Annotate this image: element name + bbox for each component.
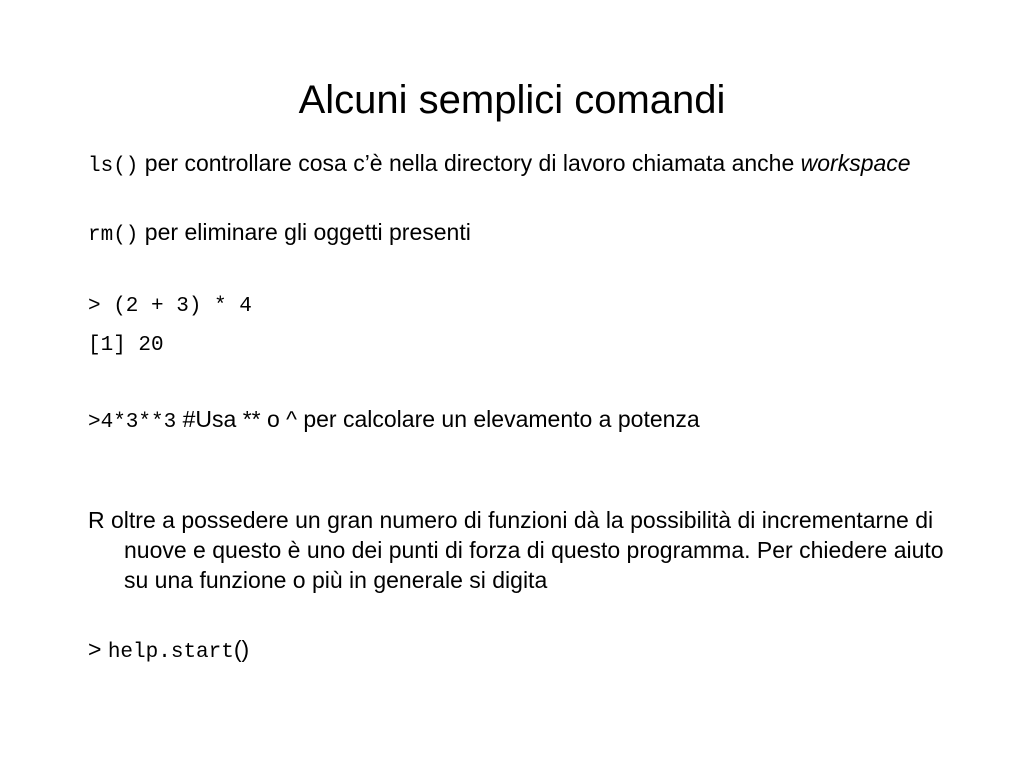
help-prompt: > xyxy=(88,636,108,662)
power-comment: #Usa ** o ^ per calcolare un elevamento a potenza xyxy=(176,406,700,432)
ls-description: per controllare cosa c’è nella directory di lavoro chiamata anche xyxy=(138,150,801,176)
help-parens: () xyxy=(233,636,250,662)
help-code: help.start xyxy=(107,641,234,664)
rm-code: rm() xyxy=(88,224,139,247)
ls-command-line xyxy=(88,148,974,182)
code-example-input: > (2 + 3) * 4 xyxy=(88,295,252,318)
rm-command-line xyxy=(88,217,974,251)
rm-description: per eliminare gli oggetti presenti xyxy=(138,219,471,245)
code-example-output: [1] 20 xyxy=(88,334,164,357)
ls-code: ls() xyxy=(88,155,139,178)
help-paragraph: R oltre a possedere un gran numero di funzioni dà la possibilità di incrementarne di nuove e questo è uno dei punti di forza di questo programma. Per chiedere aiuto su una funzione o più in generale si digita xyxy=(88,507,944,593)
power-command-line xyxy=(88,404,974,438)
slide-title: Alcuni semplici comandi xyxy=(298,78,726,122)
workspace-term: workspace xyxy=(800,150,911,176)
help-command-line xyxy=(88,634,974,668)
power-code: >4*3**3 xyxy=(88,411,177,434)
